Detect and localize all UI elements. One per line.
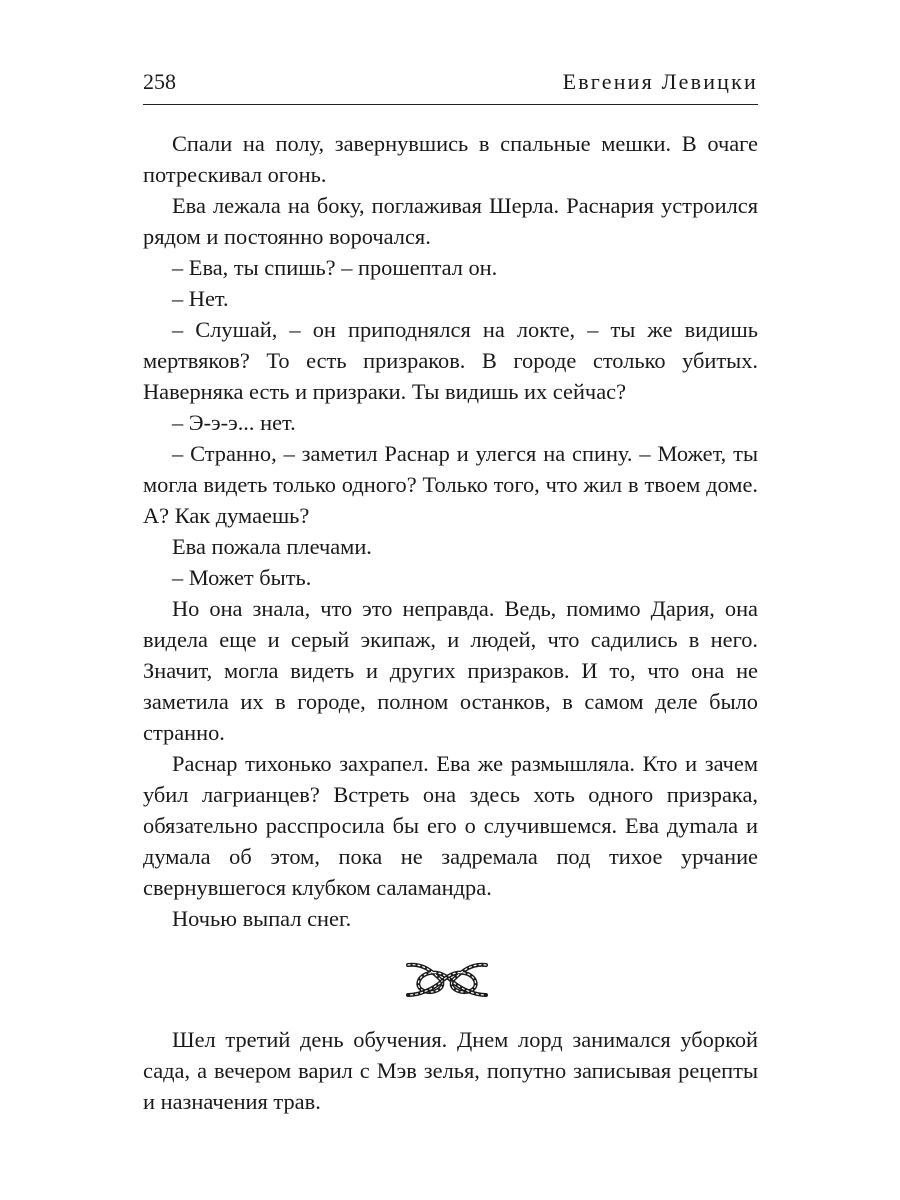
paragraph: Спали на полу, завернувшись в спальные мешки. В очаге потрескивал огонь. [143,131,758,187]
paragraph: Ночью выпал снег. [172,906,352,931]
header-rule [143,104,758,105]
running-head [143,66,758,98]
paragraph: – Э-э-э... нет. [172,410,296,435]
paragraph: Шел третий день обучения. Днем лорд занимался уборкой сада, а вечером варил с Мэв зелья, попутно записывая рецепты и назначения трав. [143,1027,758,1114]
paragraph: – Может быть. [172,565,312,590]
rope-knot-icon [404,955,490,1003]
paragraph: – Нет. [172,286,229,311]
paragraph: – Ева, ты спишь? – прошептал он. [172,255,498,280]
paragraph: – Слушай, – он приподнялся на локте, – ты же видишь мертвяков? То есть призраков. В городе столько убитых. Наверняка есть и призраки. Ты видишь их сейчас? [143,317,758,404]
paragraph: Раснар тихонько захрапел. Ева же размышляла. Кто и зачем убил лагрианцев? Встреть она здесь хоть одного призрака, обязательно расспросила бы его о случившемся. Ева дуmала и думала об этом, пока не задремала под тихое урчание свернувшегося клубком саламандра. [143,751,758,900]
running-head-author: Евгения Левицки [562,69,758,94]
page-number: 258 [143,69,176,94]
text-block-after-break [143,1024,758,1117]
rope-knot-icon [404,955,490,1003]
paragraph: Но она знала, что это неправда. Ведь, помимо Дария, она видела еще и серый экипаж, и людей, что садились в него. Значит, могла видеть и других призраков. И то, что она не заметила их в городе, полном останков, в самом деле было странно. [143,596,758,745]
text-block-before-break [143,128,758,934]
paragraph: Ева лежала на боку, поглаживая Шерла. Раснария устроился рядом и постоянно ворочался. [143,193,758,249]
paragraph: Ева пожала плечами. [172,534,372,559]
paragraph: – Странно, – заметил Раснар и улегся на спину. – Может, ты могла видеть только одного? Только того, что жил в твоем доме. А? Как думаешь? [143,441,758,528]
